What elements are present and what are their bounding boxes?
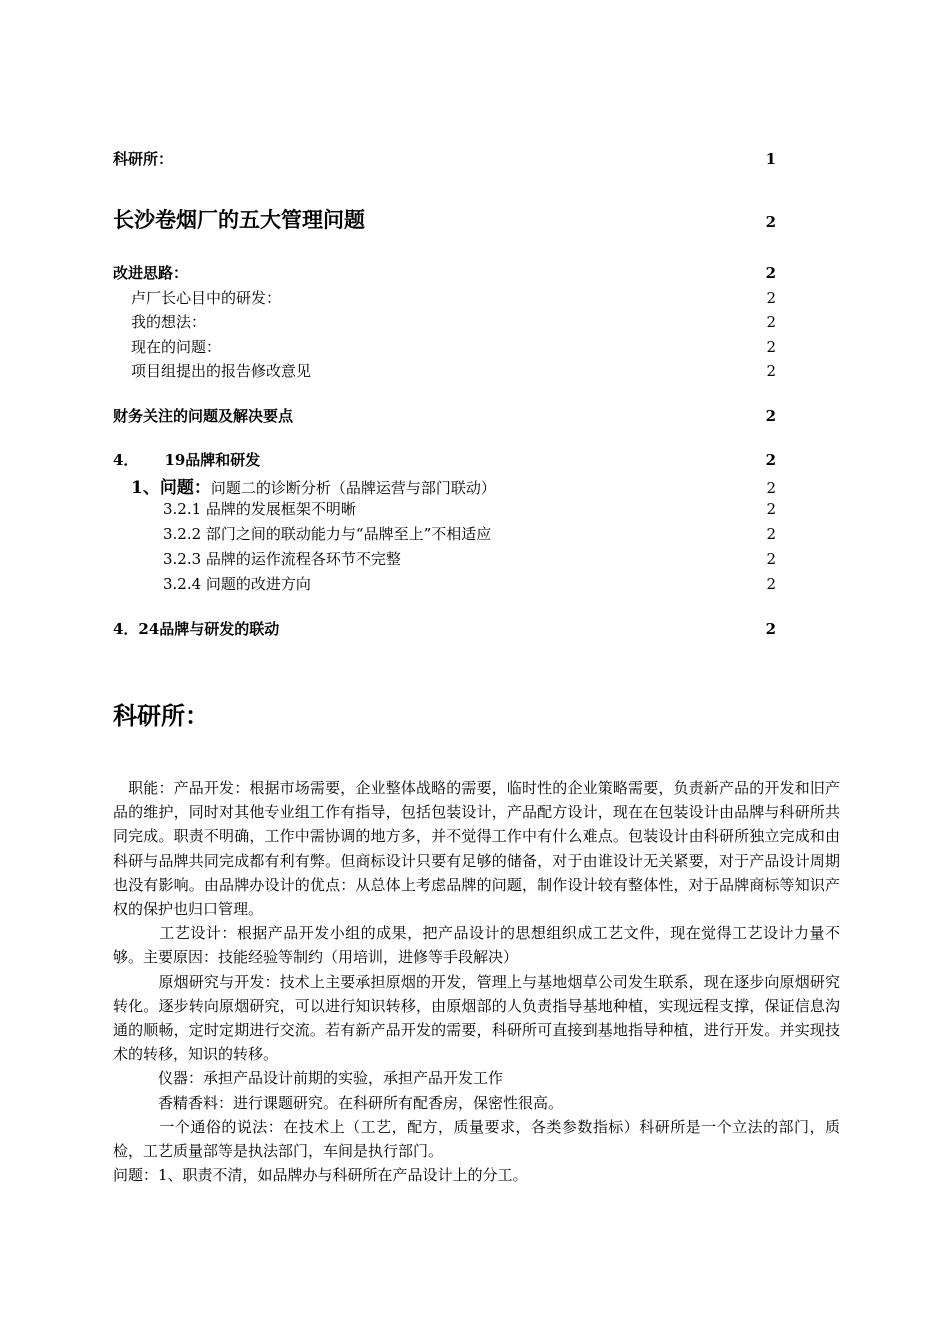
toc-page-number: 1 — [765, 150, 776, 168]
paragraph: 职能：产品开发：根据市场需要，企业整体战略的需要，临时性的企业策略需要，负责新产品的开发和旧产品的维护，同时对其他专业组工作有指导，包括包装设计，产品配方设计，现在在包装设计由品牌与科研所共同完成。职责不明确，工作中需协调的地方多，并不觉得工作中有什么难点。包装设计由科研所独立完成和由科研与品牌共同完成都有利有弊。但商标设计只要有足够的储备，对于由谁设计无关紧要，对于产品设计周期也没有影响。由品牌办设计的优点：从总体上考虑品牌的问题，制作设计较有整体性，对于品牌商标等知识产权的保护也归口管理。 — [113, 779, 840, 919]
paragraph: 问题：1、职责不清，如品牌办与科研所在产品设计上的分工。 — [113, 1166, 528, 1185]
toc-label: 科研所： — [113, 150, 174, 168]
toc-lead: 1、问题： — [131, 478, 211, 498]
toc-page-number: 2 — [766, 575, 776, 593]
paragraph: 工艺设计：根据产品开发小组的成果，把产品设计的思想组织成工艺文件，现在觉得工艺设计力量不够。主要原因：技能经验等制约（用培训，进修等手段解决） — [113, 924, 840, 967]
paragraph: 仪器：承担产品设计前期的实验，承担产品开发工作 — [113, 1069, 504, 1088]
toc-page-number: 2 — [765, 407, 776, 425]
toc-label: 现在的问题： — [131, 338, 222, 356]
toc-page-number: 2 — [765, 264, 776, 282]
toc-page-number: 2 — [766, 313, 776, 331]
toc-label: 3.2.2 部门之间的联动能力与“品牌至上”不相适应 — [163, 525, 492, 543]
paragraph: 原烟研究与开发：技术上主要承担原烟的开发，管理上与基地烟草公司发生联系，现在逐步向原烟研究转化。逐步转向原烟研究，可以进行知识转移，由原烟部的人负责指导基地种植，实现远程支撑，保证信息沟通的顺畅，定时定期进行交流。若有新产品开发的需要，科研所可直接到基地指导种植，进行开发。并实现技术的转移，知识的转移。 — [113, 972, 840, 1064]
toc-label: 我的想法： — [131, 313, 207, 331]
toc-page-number: 2 — [766, 479, 776, 497]
toc-entry[interactable] — [113, 473, 776, 498]
toc-page-number: 2 — [766, 338, 776, 356]
toc-label: 问题二的诊断分析（品牌运营与部门联动） — [210, 479, 496, 497]
toc-page-number: 2 — [766, 525, 776, 543]
toc-entry[interactable] — [113, 204, 776, 234]
paragraph: 香精香料：进行课题研究。在科研所有配香房，保密性很高。 — [113, 1093, 564, 1112]
toc-label: 改进思路： — [113, 264, 189, 282]
toc-entry[interactable] — [113, 311, 776, 332]
toc-entry[interactable] — [113, 618, 776, 639]
toc-page-number: 2 — [766, 500, 776, 518]
toc-entry[interactable] — [113, 360, 776, 381]
toc-label-group — [113, 449, 260, 470]
paragraph: 一个通俗的说法：在技术上（工艺，配方，质量要求，各类参数指标）科研所是一个立法的部门，质检，工艺质量部等是执法部门，车间是执行部门。 — [113, 1117, 840, 1161]
toc-label: 19品牌和研发 — [164, 451, 261, 469]
toc-entry[interactable] — [113, 449, 776, 470]
toc-page-number: 2 — [765, 620, 776, 638]
toc-entry[interactable] — [113, 148, 776, 169]
toc-page-number: 2 — [766, 550, 776, 568]
toc-label: 卢厂长心目中的研发： — [131, 289, 282, 307]
toc-entry[interactable] — [113, 405, 776, 426]
section-body — [113, 776, 840, 1187]
toc-page-number: 2 — [766, 289, 776, 307]
toc-entry[interactable] — [113, 287, 776, 308]
toc-page-number: 2 — [765, 213, 776, 231]
toc-entry[interactable] — [113, 548, 776, 569]
toc-entry[interactable] — [113, 336, 776, 357]
toc-label: 长沙卷烟厂的五大管理问题 — [113, 207, 365, 232]
toc-label: 3.2.1 品牌的发展框架不明晰 — [163, 500, 356, 518]
toc-label: 项目组提出的报告修改意见 — [131, 362, 312, 380]
toc-entry[interactable] — [113, 498, 776, 519]
toc-chapter-number: 4． — [113, 451, 139, 469]
toc-page-number: 2 — [765, 451, 776, 469]
toc-label: 财务关注的问题及解决要点 — [113, 407, 294, 425]
toc-label: 4．24品牌与研发的联动 — [113, 620, 280, 638]
toc-entry[interactable] — [113, 262, 776, 283]
toc-entry[interactable] — [113, 573, 776, 594]
toc-label-group — [113, 473, 496, 498]
toc-label: 3.2.4 问题的改进方向 — [163, 575, 311, 593]
toc-entry[interactable] — [113, 523, 776, 544]
section-heading: 科研所： — [113, 702, 209, 730]
toc-page-number: 2 — [766, 362, 776, 380]
toc-label: 3.2.3 品牌的运作流程各环节不完整 — [163, 550, 401, 568]
